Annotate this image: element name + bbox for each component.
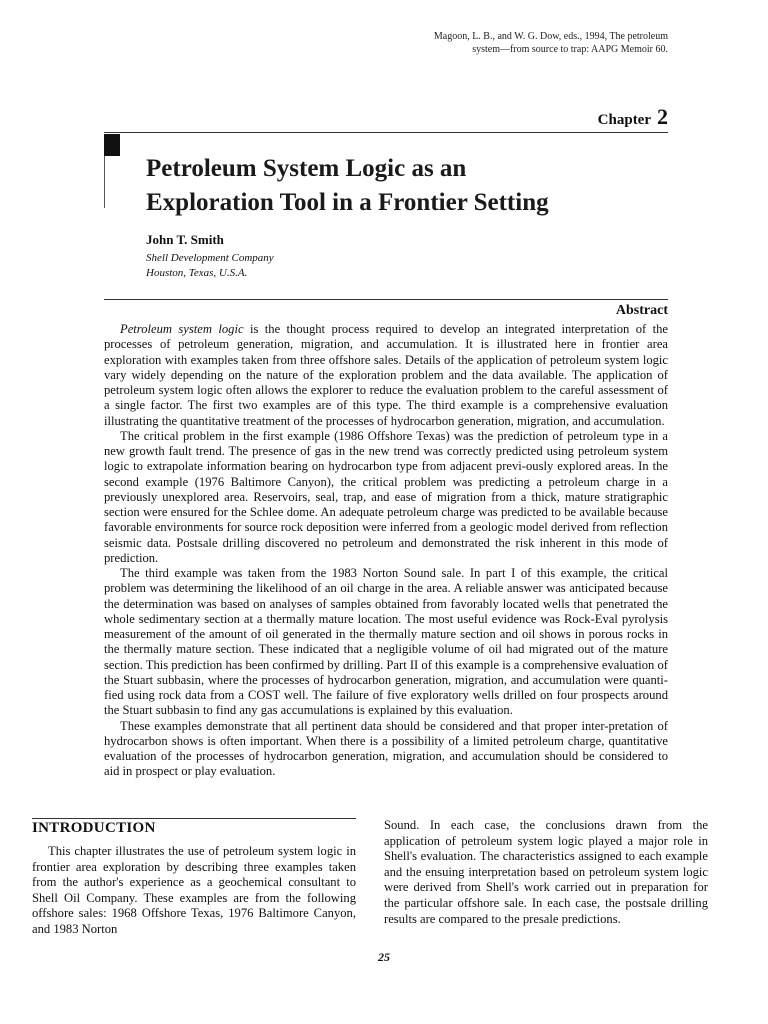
chapter-title — [146, 152, 666, 220]
corner-mark — [104, 134, 120, 156]
abstract-rule — [104, 299, 668, 300]
introduction-heading: INTRODUCTION — [32, 820, 156, 836]
citation — [338, 30, 668, 56]
chapter-word: Chapter — [597, 112, 651, 128]
page-number: 25 — [378, 950, 390, 964]
author-name: John T. Smith — [146, 232, 224, 247]
citation-line-1: Magoon, L. B., and W. G. Dow, eds., 1994, The petroleum — [433, 31, 668, 42]
author-affiliation-company: Shell Development Company — [146, 252, 274, 264]
title-line-2: Exploration Tool in a Frontier Setting — [146, 189, 549, 216]
chapter-label — [598, 104, 668, 130]
author-affiliation-location: Houston, Texas, U.S.A. — [146, 267, 248, 279]
abstract-heading: Abstract — [615, 303, 668, 318]
top-rule — [104, 132, 668, 133]
citation-line-2: system—from source to trap: AAPG Memoir 60. — [472, 44, 668, 55]
title-line-1: Petroleum System Logic as an — [146, 155, 467, 182]
body-column-left — [32, 844, 356, 938]
abstract-term: Petroleum system logic — [120, 322, 244, 336]
abstract-paragraph-4: These examples demonstrate that all pertinent data should be considered and that proper inter-pretation of hydrocarbon shows is often important. When there is a possibility of a limited petroleum charge, quantitative evaluation of the processes of hydrocarbon generation, migration, and accumulation should be considered to aid in prospect or play evaluation. — [104, 718, 668, 779]
body-column-right — [384, 818, 708, 927]
abstract-paragraph-3: The third example was taken from the 1983 Norton Sound sale. In part I of this example, the critical problem was determining the likelihood of an oil charge in the area. A reliable answer was anticipated because the determination was based on analyses of samples obtained from favorably located wells that penetrated the whole sedimentary section at a thermally mature location. The most useful evidence was Rock-Eval pyrolysis measurement of the amount of oil generated in the thermally mature section and oil shows in porous rocks in the thermally mature section. These indicated that a negligible volume of oil had migrated out of the mature section. This prediction has been confirmed by drilling. Part II of this example is a comprehensive evaluation of the Stuart subbasin, where the processes of hydrocarbon generation, migration, and accumulation were quanti-fied using rock data from a COST well. The failure of five exploratory wells drilled on four prospects around the Stuart subbasin to find any gas accumulations is explained by this evaluation. — [104, 566, 668, 718]
introduction-paragraph-left: This chapter illustrates the use of petroleum system logic in frontier area exploration by describing three examples taken from the author's experience as a geochemical consultant to Shell Oil Company. These examples are from the following offshore sales: 1968 Offshore Texas, 1976 Baltimore Canyon, and 1983 Norton — [32, 844, 356, 936]
introduction-rule — [32, 818, 356, 819]
chapter-number: 2 — [657, 104, 668, 129]
abstract-paragraph-1-text: is the thought process required to develop an integrated interpretation of the processes of petroleum generation, migration, and accumulation. It is illustrated here in frontier area exploration with examples taken from three offshore sales. Details of the application of petroleum system logic vary widely depending on the nature of the exploration problem and the data available. The application of petroleum system logic often allows the explorer to reduce the evaluation problem to the careful assessment of a single factor. The first two examples are of this type. The third example is a comprehensive evaluation illustrating the quantitative treatment of the processes of hydrocarbon generation, migration, and accumulation. — [104, 322, 669, 428]
abstract-body — [104, 322, 668, 780]
abstract-paragraph-1 — [104, 322, 668, 429]
abstract-paragraph-2: The critical problem in the first example (1986 Offshore Texas) was the prediction of petroleum type in a new growth fault trend. The presence of gas in the new trend was correctly predicted using petroleum system logic to extrapolate information bearing on hydrocarbon type from adjacent previ-ously explored areas. In the second example (1976 Baltimore Canyon), the critical problem was predicting a petroleum charge in a previously unexplored area. Reservoirs, seal, trap, and ease of migration from a thick, mature stratigraphic section were ensured for the Schlee dome. An adequate petroleum charge was predicted to be available because favorable environments for source rock deposition were inferred from a geologic model derived from reflection seismic data. Postsale drilling discovered no petroleum and demonstrated the risk inherent in this mode of prediction. — [104, 428, 668, 565]
introduction-paragraph-right: Sound. In each case, the conclusions drawn from the application of petroleum system logic played a major role in Shell's evaluation. The characteristics assigned to each example and the ensuing interpretation based on petroleum system logic were derived from Shell's work carried out in preparation for the particular offshore sale. In each case, the postsale drilling results are compared to the presale predictions. — [384, 818, 708, 926]
left-rule — [104, 156, 105, 208]
